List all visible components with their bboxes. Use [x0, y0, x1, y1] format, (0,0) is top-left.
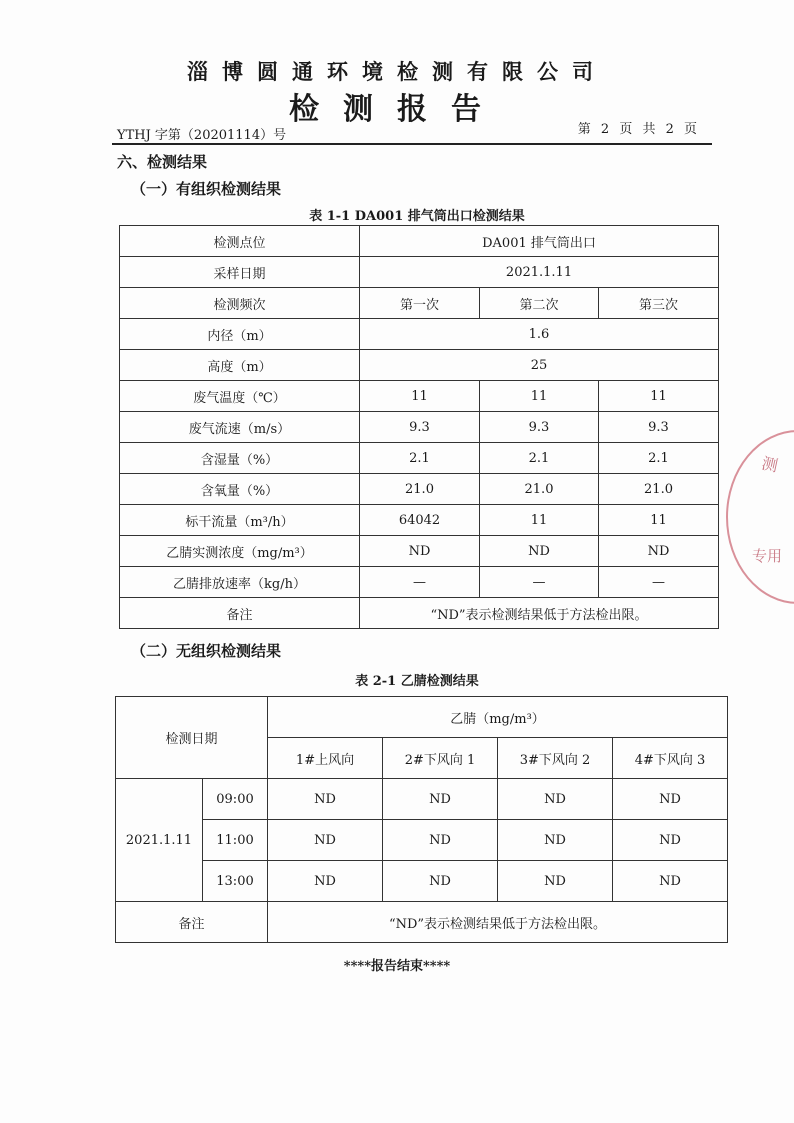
cell-value: ND: [613, 779, 728, 820]
page-info: 第 2 页 共 2 页: [577, 122, 700, 137]
table-row: [120, 319, 719, 350]
point-header-1: 1#上风向: [268, 738, 383, 779]
cell-value: ND: [498, 779, 613, 820]
point-header-4: 4#下风向 3: [613, 738, 728, 779]
cell-value: ND: [498, 861, 613, 902]
row-label: 乙腈排放速率（kg/h）: [120, 567, 360, 598]
section-unorganized-title: （二）无组织检测结果: [131, 642, 282, 660]
row-label: 废气温度（℃）: [120, 381, 360, 412]
unorganized-results-table: [115, 696, 728, 943]
section-results-title: 六、检测结果: [117, 153, 208, 171]
table-row: [120, 288, 719, 319]
cell-value: 2.1: [360, 443, 480, 474]
point-header-3: 3#下风向 2: [498, 738, 613, 779]
cell-value: 11: [599, 505, 719, 536]
cell-value: 2.1: [599, 443, 719, 474]
table-row: [120, 567, 719, 598]
table-row: [120, 443, 719, 474]
height-label: 高度（m）: [120, 350, 360, 381]
cell-value: 11: [480, 505, 599, 536]
cell-value: 11: [480, 381, 599, 412]
cell-value: 21.0: [599, 474, 719, 505]
cell-value: ND: [383, 779, 498, 820]
height-value: 25: [360, 350, 719, 381]
table-row: [120, 226, 719, 257]
diameter-label: 内径（m）: [120, 319, 360, 350]
point-header-2: 2#下风向 1: [383, 738, 498, 779]
seal-stamp-text: 专用: [752, 547, 783, 565]
frequency-label: 检测频次: [120, 288, 360, 319]
cell-value: 21.0: [480, 474, 599, 505]
cell-value: 21.0: [360, 474, 480, 505]
time-value: 09:00: [203, 779, 268, 820]
cell-value: —: [360, 567, 480, 598]
time-value: 13:00: [203, 861, 268, 902]
table-row: [120, 505, 719, 536]
row-label: 废气流速（m/s）: [120, 412, 360, 443]
row-label: 乙腈实测浓度（mg/m³）: [120, 536, 360, 567]
report-number: YTHJ 字第（20201114）号: [117, 128, 287, 143]
cell-value: —: [599, 567, 719, 598]
cell-value: ND: [613, 861, 728, 902]
table-row: [120, 412, 719, 443]
table-row: [116, 820, 728, 861]
cell-value: ND: [599, 536, 719, 567]
table-row: [116, 779, 728, 820]
cell-value: 64042: [360, 505, 480, 536]
frequency-3: 第三次: [599, 288, 719, 319]
table-row: [120, 598, 719, 629]
table-row: [116, 902, 728, 943]
diameter-value: 1.6: [360, 319, 719, 350]
cell-value: 11: [360, 381, 480, 412]
cell-value: 9.3: [480, 412, 599, 443]
remark-label: 备注: [116, 902, 268, 943]
point-label: 检测点位: [120, 226, 360, 257]
seal-stamp: [726, 430, 794, 604]
table-row: [120, 350, 719, 381]
row-label: 含湿量（%）: [120, 443, 360, 474]
point-value: DA001 排气筒出口: [360, 226, 719, 257]
cell-value: ND: [613, 820, 728, 861]
cell-value: ND: [480, 536, 599, 567]
cell-value: ND: [498, 820, 613, 861]
remark-value: “ND”表示检测结果低于方法检出限。: [360, 598, 719, 629]
report-title: 检测报告: [289, 92, 505, 127]
frequency-1: 第一次: [360, 288, 480, 319]
date-value: 2021.1.11: [116, 779, 203, 902]
report-end-mark: ****报告结束****: [343, 959, 451, 974]
cell-value: 11: [599, 381, 719, 412]
table2-caption: 表 2-1 乙腈检测结果: [355, 674, 479, 689]
cell-value: ND: [268, 779, 383, 820]
row-label: 含氧量（%）: [120, 474, 360, 505]
table-row: [116, 697, 728, 738]
date-header: 检测日期: [116, 697, 268, 779]
cell-value: 9.3: [599, 412, 719, 443]
table-row: [120, 257, 719, 288]
header-divider: [112, 143, 712, 145]
time-value: 11:00: [203, 820, 268, 861]
cell-value: —: [480, 567, 599, 598]
table-row: [120, 536, 719, 567]
cell-value: ND: [383, 820, 498, 861]
cell-value: 9.3: [360, 412, 480, 443]
sampling-date-label: 采样日期: [120, 257, 360, 288]
organized-results-table: [119, 225, 719, 629]
acetonitrile-header: 乙腈（mg/m³）: [268, 697, 728, 738]
remark-label: 备注: [120, 598, 360, 629]
company-name: 淄博圆通环境检测有限公司: [187, 59, 607, 84]
table-row: [120, 381, 719, 412]
table-row: [116, 861, 728, 902]
table1-caption: 表 1-1 DA001 排气筒出口检测结果: [309, 209, 525, 224]
cell-value: ND: [268, 820, 383, 861]
cell-value: ND: [360, 536, 480, 567]
section-organized-title: （一）有组织检测结果: [131, 180, 282, 198]
row-label: 标干流量（m³/h）: [120, 505, 360, 536]
cell-value: ND: [383, 861, 498, 902]
frequency-2: 第二次: [480, 288, 599, 319]
cell-value: 2.1: [480, 443, 599, 474]
seal-stamp-text: 测: [759, 453, 780, 476]
table-row: [120, 474, 719, 505]
remark-value: “ND”表示检测结果低于方法检出限。: [268, 902, 728, 943]
sampling-date-value: 2021.1.11: [360, 257, 719, 288]
cell-value: ND: [268, 861, 383, 902]
